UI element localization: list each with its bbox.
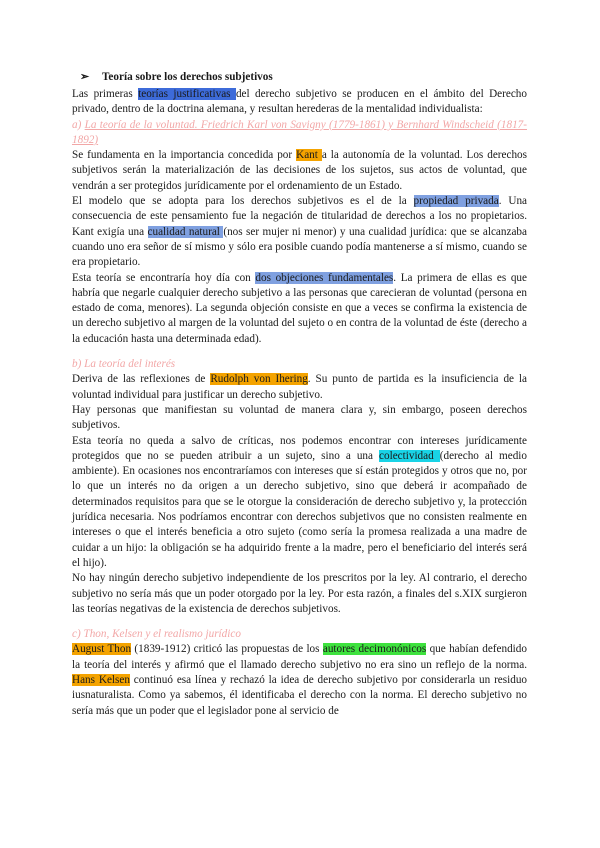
text: que habían defendido la teoría del interés y afirmó que el llamado derecho subjetivo no era sino un reflejo de la norma. [72,643,527,671]
highlight-cyan: colectividad [379,449,440,462]
highlight-light-blue: cualidad natural [147,225,224,238]
highlight-orange: August Thon [72,643,132,656]
text: Esta teoría no queda a salvo de críticas, nos podemos encontrar con intereses jurídicamente protegidos que no se pueden atribuir a un sujeto, sino a una [72,434,527,462]
text: . Una consecuencia de este pensamiento fue la negación de titularidad de derechos a los no propietarios. Kant exigía una [72,195,528,238]
highlight-green: autores decimonónicos [322,643,427,656]
text: (nos ser mujer ni menor) y una cualidad jurídica: que se alcanzaba cuando uno era señor de sí mismo y sólo era posible cuando podía mantenerse a sí mismo, cuando se era propietario. [72,225,527,269]
text: (1839-1912) criticó las propuestas de los [131,643,323,656]
text: Se fundamenta en la importancia concedida por [72,149,297,162]
section-c-title: c) Thon, Kelsen y el realismo jurídico [72,628,241,641]
section-b-paragraph-3 [72,434,527,572]
highlight-light-blue: dos objeciones fundamentales [255,271,394,284]
section-a-prefix: a) [72,118,85,131]
intro-paragraph [72,87,527,118]
text: continuó esa línea y rechazó la idea de derecho subjetivo por considerarla un residuo iusnaturalista. Como ya sabemos, él identificaba el derecho con la norma. El derecho subjetivo no sería más que un poder que el legislador pone al servicio de [72,673,528,717]
highlight-orange: Hans Kelsen [72,673,130,686]
section-a-title [72,118,527,149]
text: (derecho al medio ambiente). En ocasiones nos encontraríamos con intereses que sí están protegidos y otros que no, por lo que un interés no da origen a un derecho subjetivo, sino que deberá ir acompañado de determinados requisitos para que se le otorgue la consideración de derecho subjetivo y, la protección jurídica necesaria. Nos podríamos encontrar con derechos subjetivos que no consisten realmente en intereses o que el interés beneficia a otro sujeto (como sería la promesa realizada a una madre de cuidar a un hijo: la obligación se ha adquirido frente a la madre, pero el beneficiario del interés será el hijo). [72,449,527,569]
text: . Su punto de partida es la insuficiencia de la voluntad individual para justificar un derecho subjetivo. [72,373,528,401]
text: . La primera de ellas es que habría que negarle cualquier derecho subjetivo a las personas que carecieran de voluntad (persona en estado de coma, menores). La segunda objeción consiste en que a veces se confirma la existencia de un derecho subjetivo al margen de la voluntad del sujeto o en contra de la voluntad de éste (derecho a la educación hasta una determinada edad). [72,271,527,345]
section-c-paragraph-1 [72,642,527,718]
highlight-blue: teorías justificativas [138,88,236,100]
highlight-orange: Rudolph von Ihering [210,373,308,386]
section-b-paragraph-1 [72,372,527,403]
spacer [72,347,527,357]
text: del derecho subjetivo se producen en el ámbito del Derecho privado, dentro de la doctrina alemana, y resultan herederas de la mentalidad individualista: [72,88,527,116]
section-a-paragraph-3 [72,271,527,347]
spacer [72,617,527,627]
highlight-orange: Kant [296,149,322,162]
text: Deriva de las reflexiones de [72,373,211,386]
highlight-light-blue: propiedad privada [413,195,499,208]
section-a-paragraph-1 [72,148,527,194]
section-a-link[interactable]: La teoría de la voluntad. Friedrich Karl von Savigny (1779-1861) y Bernhard Windscheid (1817-1892) [72,118,527,146]
text: a la autonomía de la voluntad. Los derechos subjetivos serán la materialización de las decisiones de los sujetos, sus actos de voluntad, que vendrán a ser protegidos jurídicamente por el ordenamiento de un Estado. [72,149,527,192]
heading-title: Teoría sobre los derechos subjetivos [102,71,273,83]
text: Las primeras [72,88,139,100]
text: El modelo que se adopta para los derechos subjetivos es el de la [72,195,414,208]
section-a-paragraph-2 [72,194,527,270]
arrow-bullet-icon: ➢ [80,71,90,83]
document-page [72,70,527,719]
section-b-paragraph-4: No hay ningún derecho subjetivo independiente de los prescritos por la ley. Al contrario, el derecho subjetivo no sería más que un poder otorgado por la ley. Por esta razón, a finales del s.XIX surgieron las teorías negativas de la existencia de derechos subjetivos. [72,572,527,615]
section-heading [80,70,527,85]
text: Esta teoría se encontraría hoy día con [72,271,256,284]
section-b-paragraph-2: Hay personas que manifiestan su voluntad de manera clara y, sin embargo, poseen derechos subjetivos. [72,403,527,432]
section-b-title: b) La teoría del interés [72,358,176,371]
